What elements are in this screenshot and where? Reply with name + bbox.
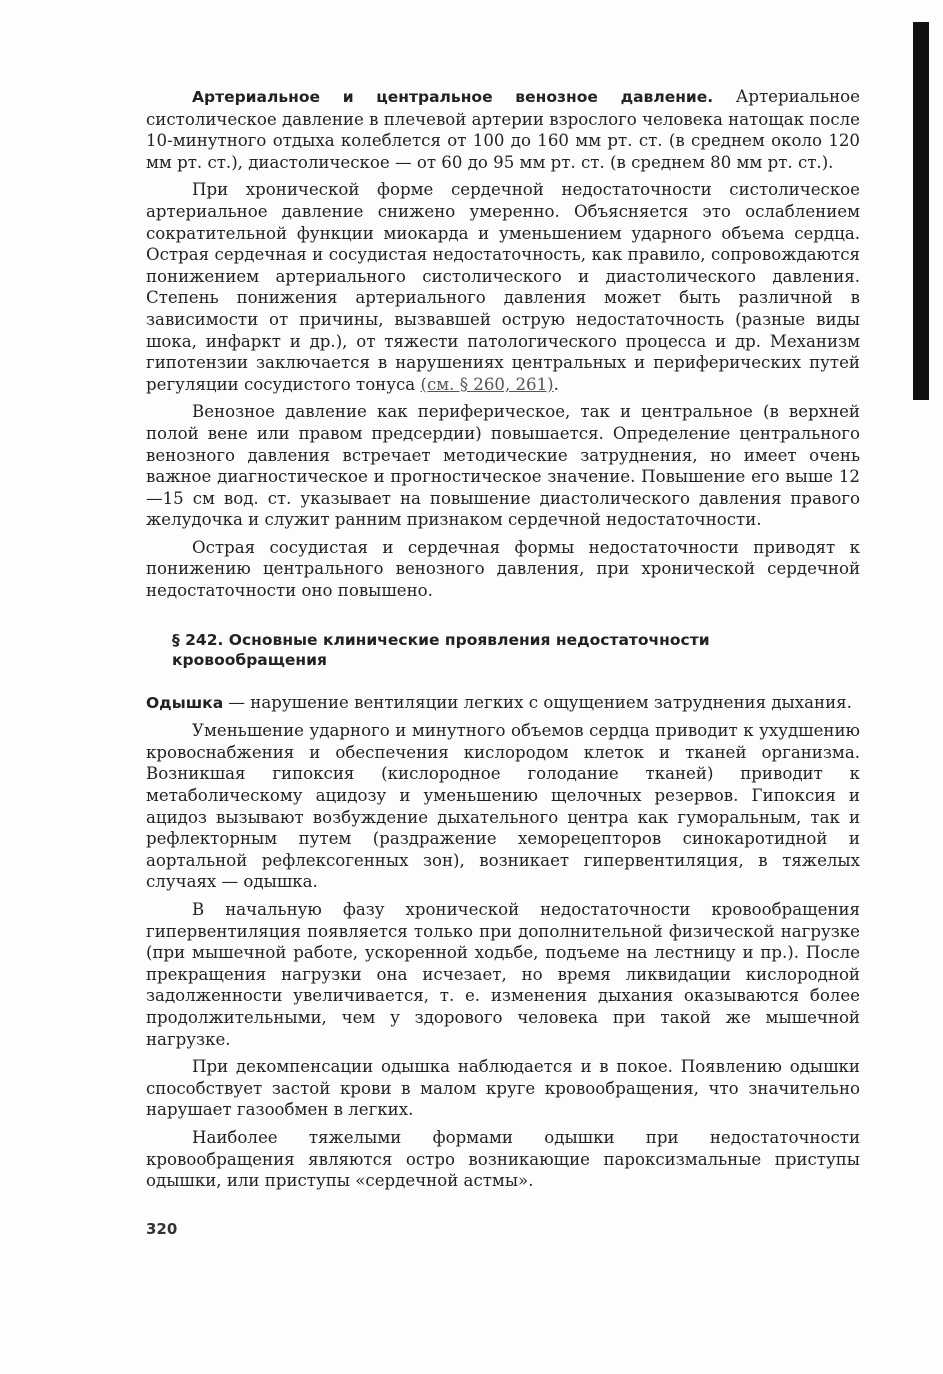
paragraph-text: При декомпенсации одышка наблюдается и в покое. Появлению одышки способствует застой крови в малом круге кровообращения, что значительно нарушает газообмен в легких. <box>146 1057 860 1120</box>
paragraph-tail: . <box>553 374 559 394</box>
paragraph-lead: Одышка <box>146 693 224 712</box>
paragraph-text: Артериальное систолическое давление в плечевой артерии взрослого человека натощак после 10-минутного отдыха колеблется от 100 до 160 мм рт. ст. (в среднем около 120 мм рт. ст.), диастолическое — от 60 до 95 мм рт. ст. (в среднем 80 мм рт. ст.). <box>146 87 860 172</box>
paragraph-text: Острая сосудистая и сердечная формы недостаточности приводят к понижению центрального венозного давления, при хронической сердечной недостаточности оно повышено. <box>146 537 860 601</box>
section-heading-line: § 242. Основные клинические проявления недостаточности <box>172 630 710 649</box>
paragraph-text: Венозное давление как периферическое, так и центральное (в верхней полой вене или правом предсердии) повышается. Определение центрального венозного давления встречает методические затруднения, но имеет очень важное диагностическое и прогностическое значение. Повышение его выше 12—15 см вод. ст. указывает на повышение диастолического давления правого желудочка и служит ранним признаком сердечной недостаточности. <box>146 402 860 530</box>
paragraph-chronic-form <box>146 179 860 395</box>
paragraph-initial-phase <box>146 899 860 1050</box>
paragraph-hypoxia <box>146 720 860 893</box>
cross-reference-link[interactable]: (см. § 260, 261) <box>420 374 554 394</box>
paragraph-dyspnea-definition <box>146 692 860 715</box>
page-number: 320 <box>146 1220 178 1238</box>
paragraph-text: Наиболее тяжелыми формами одышки при недостаточности кровообращения являются остро возникающие пароксизмальные приступы одышки, или приступы «сердечной астмы». <box>146 1127 860 1191</box>
paragraph-text: — нарушение вентиляции легких с ощущением затруднения дыхания. <box>223 692 852 712</box>
page-body <box>146 86 860 1198</box>
paragraph-cardiac-asthma <box>146 1127 860 1192</box>
paragraph-text: При хронической форме сердечной недостаточности систолическое артериальное давление снижено умеренно. Объясняется это ослаблением сократительной функции миокарда и уменьшением ударного объема сердца. Острая сердечная и сосудистая недостаточность, как правило, сопровождаются понижением артериального систолического и диастолического давления. Степень понижения артериального давления может быть различной в зависимости от причины, вызвавшей острую недостаточность (разные виды шока, инфаркт и др.), от тяжести патологического процесса и др. Механизм гипотензии заключается в нарушениях центральных и периферических путей регуляции сосудистого тонуса <box>146 180 860 394</box>
paragraph-arterial-pressure <box>146 86 860 173</box>
paragraph-text: В начальную фазу хронической недостаточности кровообращения гипервентиляция появляется только при дополнительной физической нагрузке (при мышечной работе, ускоренной ходьбе, подъеме на лестницу и пр.). После прекращения нагрузки она исчезает, но время ликвидации кислородной задолженности увеличивается, т. е. изменения дыхания оказываются более продолжительными, чем у здорового человека при такой же мышечной нагрузке. <box>146 900 860 1049</box>
section-heading-line: кровообращения <box>172 650 327 669</box>
paragraph-decompensation <box>146 1056 860 1121</box>
section-heading <box>172 630 860 670</box>
paragraph-text: Уменьшение ударного и минутного объемов сердца приводит к ухудшению кровоснабжения и обеспечения кислородом клеток и тканей организма. Возникшая гипоксия (кислородное голодание тканей) приводит к метаболическому ацидозу и уменьшению щелочных резервов. Гипоксия и ацидоз вызывают возбуждение дыхательного центра как гуморальным, так и рефлекторным путем (раздражение хеморецепторов синокаротидной и аортальной рефлексогенных зон), возникает гипервентиляция, в тяжелых случаях — одышка. <box>146 721 860 892</box>
paragraph-acute-forms <box>146 537 860 602</box>
paragraph-lead: Артериальное и центральное венозное давление. <box>192 88 714 106</box>
paragraph-venous-pressure <box>146 401 860 531</box>
scan-edge-bar <box>913 22 929 400</box>
